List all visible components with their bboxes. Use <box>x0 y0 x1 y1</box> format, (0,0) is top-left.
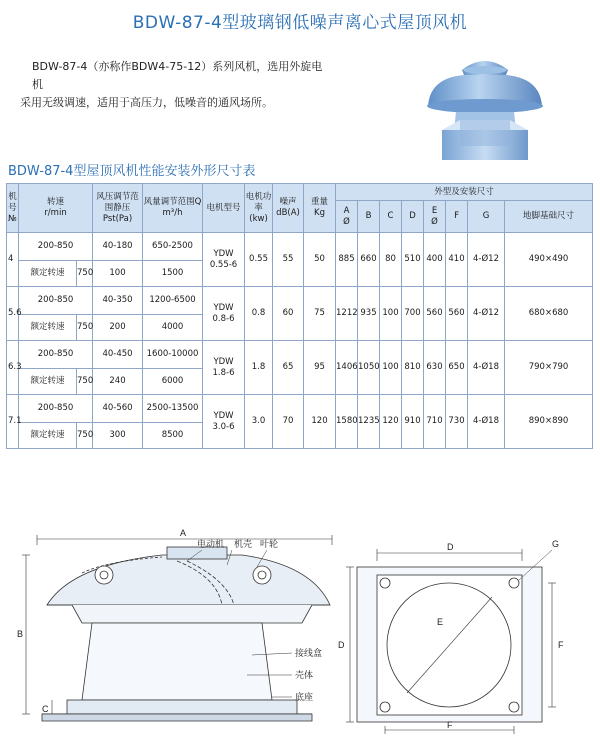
cell-pressure-range: 40-560 <box>93 395 143 423</box>
cell-pressure-rated: 100 <box>93 261 143 287</box>
cell-airflow-rated: 1500 <box>143 261 203 287</box>
header-D: D <box>402 201 424 233</box>
cell-pressure-rated: 200 <box>93 315 143 341</box>
cell-base: 490×490 <box>505 233 593 287</box>
table-row <box>7 233 593 261</box>
cell-B: 1235 <box>358 395 380 449</box>
cell-G: 4-Ø18 <box>468 341 505 395</box>
header-no: 机号№ <box>7 184 19 233</box>
page-title: BDW-87-4型玻璃钢低噪声离心式屋顶风机 <box>132 13 468 33</box>
cell-airflow-range: 650-2500 <box>143 233 203 261</box>
cell-power: 3.0 <box>245 395 273 449</box>
cell-no: 5.6 <box>7 287 19 341</box>
cell-E: 710 <box>424 395 446 449</box>
cell-rated-speed: 750 <box>77 261 93 287</box>
cell-noise: 55 <box>273 233 304 287</box>
cell-motor: YDW 3.0-6 <box>203 395 245 449</box>
cell-base: 790×790 <box>505 341 593 395</box>
cell-airflow-rated: 4000 <box>143 315 203 341</box>
cell-noise: 70 <box>273 395 304 449</box>
label-impeller: 叶轮 <box>260 539 279 549</box>
cell-E: 560 <box>424 287 446 341</box>
cell-A: 885 <box>336 233 358 287</box>
cell-A: 1580 <box>336 395 358 449</box>
cell-weight: 120 <box>304 395 336 449</box>
cell-rated-label: 额定转速 <box>19 423 77 449</box>
fan-product-photo <box>420 48 550 173</box>
header-power: 电机功率 (kw) <box>245 184 273 233</box>
cell-B: 935 <box>358 287 380 341</box>
cell-noise: 65 <box>273 341 304 395</box>
label-base: 底座 <box>295 692 314 702</box>
cell-F: 560 <box>446 287 468 341</box>
cell-C: 80 <box>380 233 402 287</box>
installation-diagram <box>12 525 592 740</box>
cell-rated-label: 额定转速 <box>19 261 77 287</box>
cell-rated-label: 额定转速 <box>19 315 77 341</box>
cell-C: 100 <box>380 287 402 341</box>
cell-motor: YDW 1.8-6 <box>203 341 245 395</box>
table-row <box>7 341 593 369</box>
cell-power: 0.8 <box>245 287 273 341</box>
cell-F: 730 <box>446 395 468 449</box>
cell-airflow-range: 2500-13500 <box>143 395 203 423</box>
cell-pressure-rated: 240 <box>93 369 143 395</box>
cell-base: 890×890 <box>505 395 593 449</box>
table-title: BDW-87-4型屋顶风机性能安装外形尺寸表 <box>8 164 256 179</box>
cell-pressure-range: 40-450 <box>93 341 143 369</box>
header-speed: 转速 r/min <box>19 184 93 233</box>
table-row <box>7 287 593 315</box>
label-F-bottom: F <box>447 720 453 730</box>
cell-A: 1406 <box>336 341 358 395</box>
cell-F: 410 <box>446 233 468 287</box>
cell-E: 400 <box>424 233 446 287</box>
cell-B: 660 <box>358 233 380 287</box>
cell-B: 1050 <box>358 341 380 395</box>
header-G: G <box>468 201 505 233</box>
cell-base: 680×680 <box>505 287 593 341</box>
label-housing: 机壳 <box>234 539 253 549</box>
cell-rated-label: 额定转速 <box>19 369 77 395</box>
table-header-row <box>7 184 593 201</box>
intro-line-2: 采用无级调速，适用于高压力，低噪音的通风场所。 <box>20 96 273 109</box>
cell-C: 120 <box>380 395 402 449</box>
cell-pressure-range: 40-350 <box>93 287 143 315</box>
cell-rated-speed: 750 <box>77 369 93 395</box>
label-B: B <box>17 629 24 639</box>
header-airflow: 风量调节范围Q m³/h <box>143 184 203 233</box>
cell-weight: 50 <box>304 233 336 287</box>
cell-D: 700 <box>402 287 424 341</box>
cell-speed-range: 200-850 <box>19 233 93 261</box>
header-dims: 外型及安装尺寸 <box>336 184 593 201</box>
cell-speed-range: 200-850 <box>19 395 93 423</box>
cell-C: 100 <box>380 341 402 395</box>
cell-airflow-range: 1200-6500 <box>143 287 203 315</box>
label-motor: 电动机 <box>197 539 225 549</box>
cell-airflow-range: 1600-10000 <box>143 341 203 369</box>
cell-noise: 60 <box>273 287 304 341</box>
label-D-left: D <box>338 640 345 650</box>
cell-pressure-rated: 300 <box>93 423 143 449</box>
header-A: A Ø <box>336 201 358 233</box>
cell-rated-speed: 750 <box>77 315 93 341</box>
cell-speed-range: 200-850 <box>19 341 93 369</box>
cell-no: 6.3 <box>7 341 19 395</box>
spec-table <box>6 183 593 449</box>
label-shell: 壳体 <box>295 670 314 680</box>
plan-view <box>346 549 556 734</box>
cell-rated-speed: 750 <box>77 423 93 449</box>
intro-text <box>20 58 330 112</box>
cell-power: 1.8 <box>245 341 273 395</box>
header-noise: 噪声 dB(A) <box>273 184 304 233</box>
cell-G: 4-Ø12 <box>468 287 505 341</box>
cell-pressure-range: 40-180 <box>93 233 143 261</box>
cell-motor: YDW 0.55-6 <box>203 233 245 287</box>
label-A: A <box>180 528 187 538</box>
cell-no: 7.1 <box>7 395 19 449</box>
cell-G: 4-Ø12 <box>468 233 505 287</box>
intro-line-1: BDW-87-4（亦称作BDW4-75-12）系列风机，选用外旋电机 <box>32 60 323 91</box>
cell-D: 910 <box>402 395 424 449</box>
cell-motor: YDW 0.8-6 <box>203 287 245 341</box>
cell-A: 1212 <box>336 287 358 341</box>
label-G: G <box>552 539 560 549</box>
header-F: F <box>446 201 468 233</box>
header-motor: 电机型号 <box>203 184 245 233</box>
cell-power: 0.55 <box>245 233 273 287</box>
header-weight: 重量 Kg <box>304 184 336 233</box>
cell-airflow-rated: 6000 <box>143 369 203 395</box>
header-base: 地脚基础尺寸 <box>505 201 593 233</box>
cell-D: 510 <box>402 233 424 287</box>
cell-F: 650 <box>446 341 468 395</box>
side-view <box>22 535 332 721</box>
table-row <box>7 395 593 423</box>
cell-G: 4-Ø18 <box>468 395 505 449</box>
label-F-right: F <box>558 640 564 650</box>
header-B: B <box>358 201 380 233</box>
cell-airflow-rated: 8500 <box>143 423 203 449</box>
cell-no: 4 <box>7 233 19 287</box>
header-C: C <box>380 201 402 233</box>
label-D-top: D <box>447 542 454 552</box>
cell-speed-range: 200-850 <box>19 287 93 315</box>
label-E: E <box>437 617 444 627</box>
cell-E: 630 <box>424 341 446 395</box>
label-C: C <box>42 704 49 714</box>
label-junction-box: 接线盒 <box>295 648 323 658</box>
cell-weight: 95 <box>304 341 336 395</box>
cell-weight: 75 <box>304 287 336 341</box>
cell-D: 810 <box>402 341 424 395</box>
header-pressure: 风压调节范围静压 Pst(Pa) <box>93 184 143 233</box>
header-E: E Ø <box>424 201 446 233</box>
